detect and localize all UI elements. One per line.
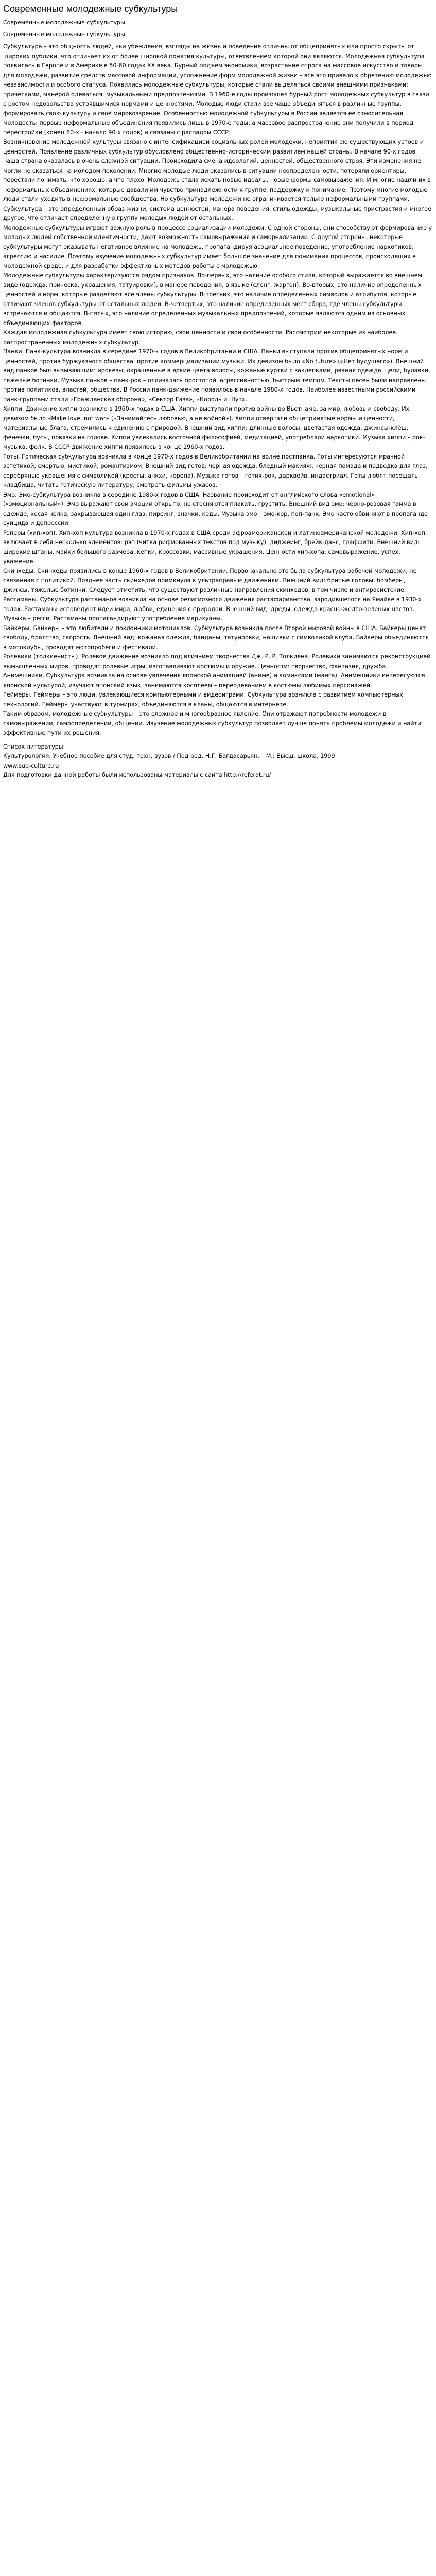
paragraph: Рэперы (хип-хоп). Хип-хоп культура возникла в 1970-х годах в США среди афроамериканской и латиноамериканской молодежи. Хип-хоп включает в себя несколько элементов: рэп (читка рифмованных текстов под музыку), диджеинг, брейк-данс, граффити. Внешний вид: широкие штаны, майки большого размера, кепки, кроссовки, массивные украшения. Ценности хип-хопа: самовыражение, успех, уважение.: [3, 529, 425, 565]
paragraph: Готы. Готическая субкультура возникла в конце 1970-х годов в Великобритании на волне постпанка. Готы интересуются мрачной эстетикой, смертью, мистикой, романтизмом. Внешний вид готов: черная одежда, бледный макияж, черная помада и подводка для глаз, серебряные украшения с символикой (кресты, анкхи, черепа). Музыка готов – готик-рок, дарквейв, индастриал. Готы любят посещать кладбища, читать готическую литературу, смотреть фильмы ужасов.: [3, 453, 428, 488]
paragraph: Молодежные субкультуры играют важную роль в процессе социализации молодежи. С одной стороны, они способствуют формированию у молодых людей собственной идентичности, дают возможность самовыражения и самореализации. С другой стороны, некоторые субкультуры могут оказывать негативное влияние на молодежь, пропагандируя асоциальное поведение, употребление наркотиков, агрессию и насилие. Поэтому изучение молодежных субкультур имеет большое значение для понимания процессов, происходящих в молодежной среде, и для разработки эффективных методов работы с молодежью.: [3, 224, 432, 269]
source-item: Культурология: Учебное пособие для студ. техн. вузов / Под ред. Н.Г. Багдасарьян. – М.: Высш. школа, 1999.: [3, 753, 337, 759]
paragraph: Байкеры. Байкеры – это любители и поклонники мотоциклов. Субкультура возникла после Второй мировой войны в США. Байкеры ценят свободу, братство, скорость. Внешний вид: кожаная одежда, банданы, татуировки, нашивки с символикой клуба. Байкеры объединяются в мотоклубы, проводят мотопробеги и фестивали.: [3, 624, 429, 651]
subtitle-line-2: Современные молодежные субкультуры: [3, 31, 125, 38]
article-body: [3, 42, 433, 738]
document-page: [0, 0, 436, 781]
source-link[interactable]: www.sub-culture.ru: [3, 762, 59, 769]
paragraph: Геймеры. Геймеры – это люди, увлекающиеся компьютерными и видеоиграми. Субкультура возникла с развитием компьютерных технологий. Геймеры участвуют в турнирах, объединяются в кланы, общаются в интернете.: [3, 691, 403, 708]
subtitle-line-1: Современные молодежные субкультуры: [3, 19, 125, 26]
paragraph: Возникновение молодежной культуры связано с интенсификацией социальных ролей молодежи, неприятия ею существующих устоев и ценностей. Появление различных субкультур обусловлено общественно-историческим развитием нашей страны. В начале 90-х годов наша страна оказалась в очень сложной ситуации. Происходила смена идеологий, ценностей, общественного строя. Эти изменения не могли не сказаться на молодом поколении. Многие молодые люди оказались в ситуации неопределенности, потеряли ориентиры, перестали понимать, что хорошо, а что плохо. Молодежь стала искать новые идеалы, новые формы самовыражения. И многие нашли их в неформальных объединениях, которые давали им чувство принадлежности к группе, поддержку и понимание. Поэтому многие молодые люди стали уходить в неформальные сообщества. Но субкультура молодежи не ограничивается только неформальными группами. Субкультура – это определенный образ жизни, система ценностей, манера поведения, стиль одежды, музыкальные пристрастия и многое другое, что отличает определенную группу молодых людей от остальных.: [3, 139, 431, 222]
paragraph: Молодежные субкультуры характеризуются рядом признаков. Во-первых, это наличие особого стиля, который выражается во внешнем виде (одежда, прическа, украшения, татуировки), в манере поведения, в языке (сленг, жаргон). Во-вторых, это наличие определенных ценностей и норм, которые разделяют все члены субкультуры. В-третьих, это наличие определенных символов и атрибутов, которые отличают членов субкультуры от остальных людей. В-четвертых, это наличие определенных мест сбора, где члены субкультуры встречаются и общаются. В-пятых, это наличие определенных музыкальных предпочтений, которые являются одним из основных объединяющих факторов.: [3, 272, 422, 327]
paragraph: Хиппи. Движение хиппи возникло в 1960-х годах в США. Хиппи выступали против войны во Вьетнаме, за мир, любовь и свободу. Их девизом было «Make love, not war» («Занимайтесь любовью, а не войной»). Хиппи отвергали общепринятые нормы и ценности, материальные блага, стремились к единению с природой. Внешний вид хиппи: длинные волосы, цветастая одежда, джинсы-клёш, фенечки, бусы, повязки на голове. Хиппи увлекались восточной философией, медитацией, употребляли наркотики. Музыка хиппи – рок-музыка, фолк. В СССР движение хиппи появилось в конце 1960-х годов.: [3, 405, 425, 450]
paragraph: Субкультура – это общность людей, чьи убеждения, взгляды на жизнь и поведение отличны от общепринятых или просто скрыты от широких публики, что отличает их от более широкой понятия культуры, ответвлением которой они являются. Молодежная субкультура появилась в Европе и в Америке в 50-60 годах XX века. Бурный подъем экономики, возрастание спроса на массовое искусство и товары для молодежи, развитие средств массовой информации, усложнение форм молодежной жизни – всё это привело к обретению молодежью независимости и особого статуса. Появились молодежные субкультуры, которые стали выделяться своими внешними признаками: прическами, манерой одеваться, музыкальными предпочтениями. В 1960-е годы произошел бурный рост молодежных субкультур в связи с ростом недовольства устоявшимися нормами и ценностями. Молодые люди стали всё чаще объединяться в различные группы, формировать свою культуру и своё мировоззрение. Особенностью молодежной субкультуры в России является её относительная молодость: первые неформальные объединения появились лишь в 1970-е годы, а массовое распространение они получили в период перестройки (конец 80-х - начало 90-х годов) и связаны с распадом СССР.: [3, 43, 432, 136]
closing-note: Для подготовки данной работы были использованы материалы с сайта http://referat.ru/: [3, 772, 271, 778]
sources-label: Список литературы:: [3, 743, 65, 750]
paragraph: Растаманы. Субкультура растаманов возникла на основе религиозного движения растафарианства, зародившегося на Ямайке в 1930-х годах. Растаманы исповедуют идеи мира, любви, единения с природой. Внешний вид: дреды, одежда красно-желто-зеленых цветов. Музыка – регги. Растаманы пропагандируют употребление марихуаны.: [3, 596, 422, 622]
paragraph: Панки. Панк-культура возникла в середине 1970-х годов в Великобритании и США. Панки выступали против общепринятых норм и ценностей, против буржуазного общества, против коммерциализации музыки. Их девизом было «No future» («Нет будущего»). Внешний вид панков был вызывающим: ирокезы, окрашенные в яркие цвета волосы, кожаные куртки с заклепками, рваная одежда, цепи, булавки, тяжелые ботинки. Музыка панков – панк-рок – отличалась простотой, агрессивностью, быстрым темпом. Тексты песен были направлены против политиков, властей, общества. В России панк-движение появилось в начале 1980-х годов. Наиболее известными российскими панк-группами стали «Гражданская оборона», «Сектор Газа», «Король и Шут».: [3, 348, 430, 403]
paragraph: Эмо. Эмо-субкультура возникла в середине 1980-х годов в США. Название происходит от английского слова «emotional» («эмоциональный»). Эмо выражают свои эмоции открыто, не стесняются плакать, грустить. Внешний вид эмо: черно-розовая гамма в одежде, косая челка, закрывающая один глаз, пирсинг, значки, кеды. Музыка эмо – эмо-кор, поп-панк. Эмо часто обвиняют в пропаганде суицида и депрессии.: [3, 491, 428, 527]
paragraph: Скинхеды. Скинхеды появились в конце 1960-х годов в Великобритании. Первоначально это была субкультура рабочей молодежи, не связанная с политикой. Позднее часть скинхедов примкнула к ультраправым движениям. Внешний вид: бритые головы, бомберы, джинсы, тяжелые ботинки. Следует отметить, что существуют различные направления скинхедов, в том числе и антирасистские.: [3, 567, 417, 594]
sources-section: [3, 742, 433, 781]
paragraph: Каждая молодежная субкультура имеет свою историю, свои ценности и свои особенности. Рассмотрим некоторые из наиболее распространенных молодежных субкультур.: [3, 329, 396, 346]
paragraph: Ролевики (толкиенисты). Ролевое движение возникло под влиянием творчества Дж. Р. Р. Толкиена. Ролевики занимаются реконструкцией вымышленных миров, проводят ролевые игры, изготавливают костюмы и оружие. Ценности: творчество, фантазия, дружба.: [3, 653, 431, 670]
paragraph: Таким образом, молодежные субкультуры – это сложное и многообразное явление. Они отражают потребности молодежи в самовыражении, самоопределении, общении. Изучение молодежных субкультур позволяет лучше понять проблемы молодежи и найти эффективные пути их решения.: [3, 710, 422, 736]
paragraph: Анимешники. Субкультура возникла на основе увлечения японской анимацией (аниме) и комиксами (манга). Анимешники интересуются японской культурой, изучают японский язык, занимаются косплеем – переодеванием в костюмы любимых персонажей.: [3, 672, 425, 689]
page-title: Современные молодежные субкультуры: [3, 4, 178, 14]
